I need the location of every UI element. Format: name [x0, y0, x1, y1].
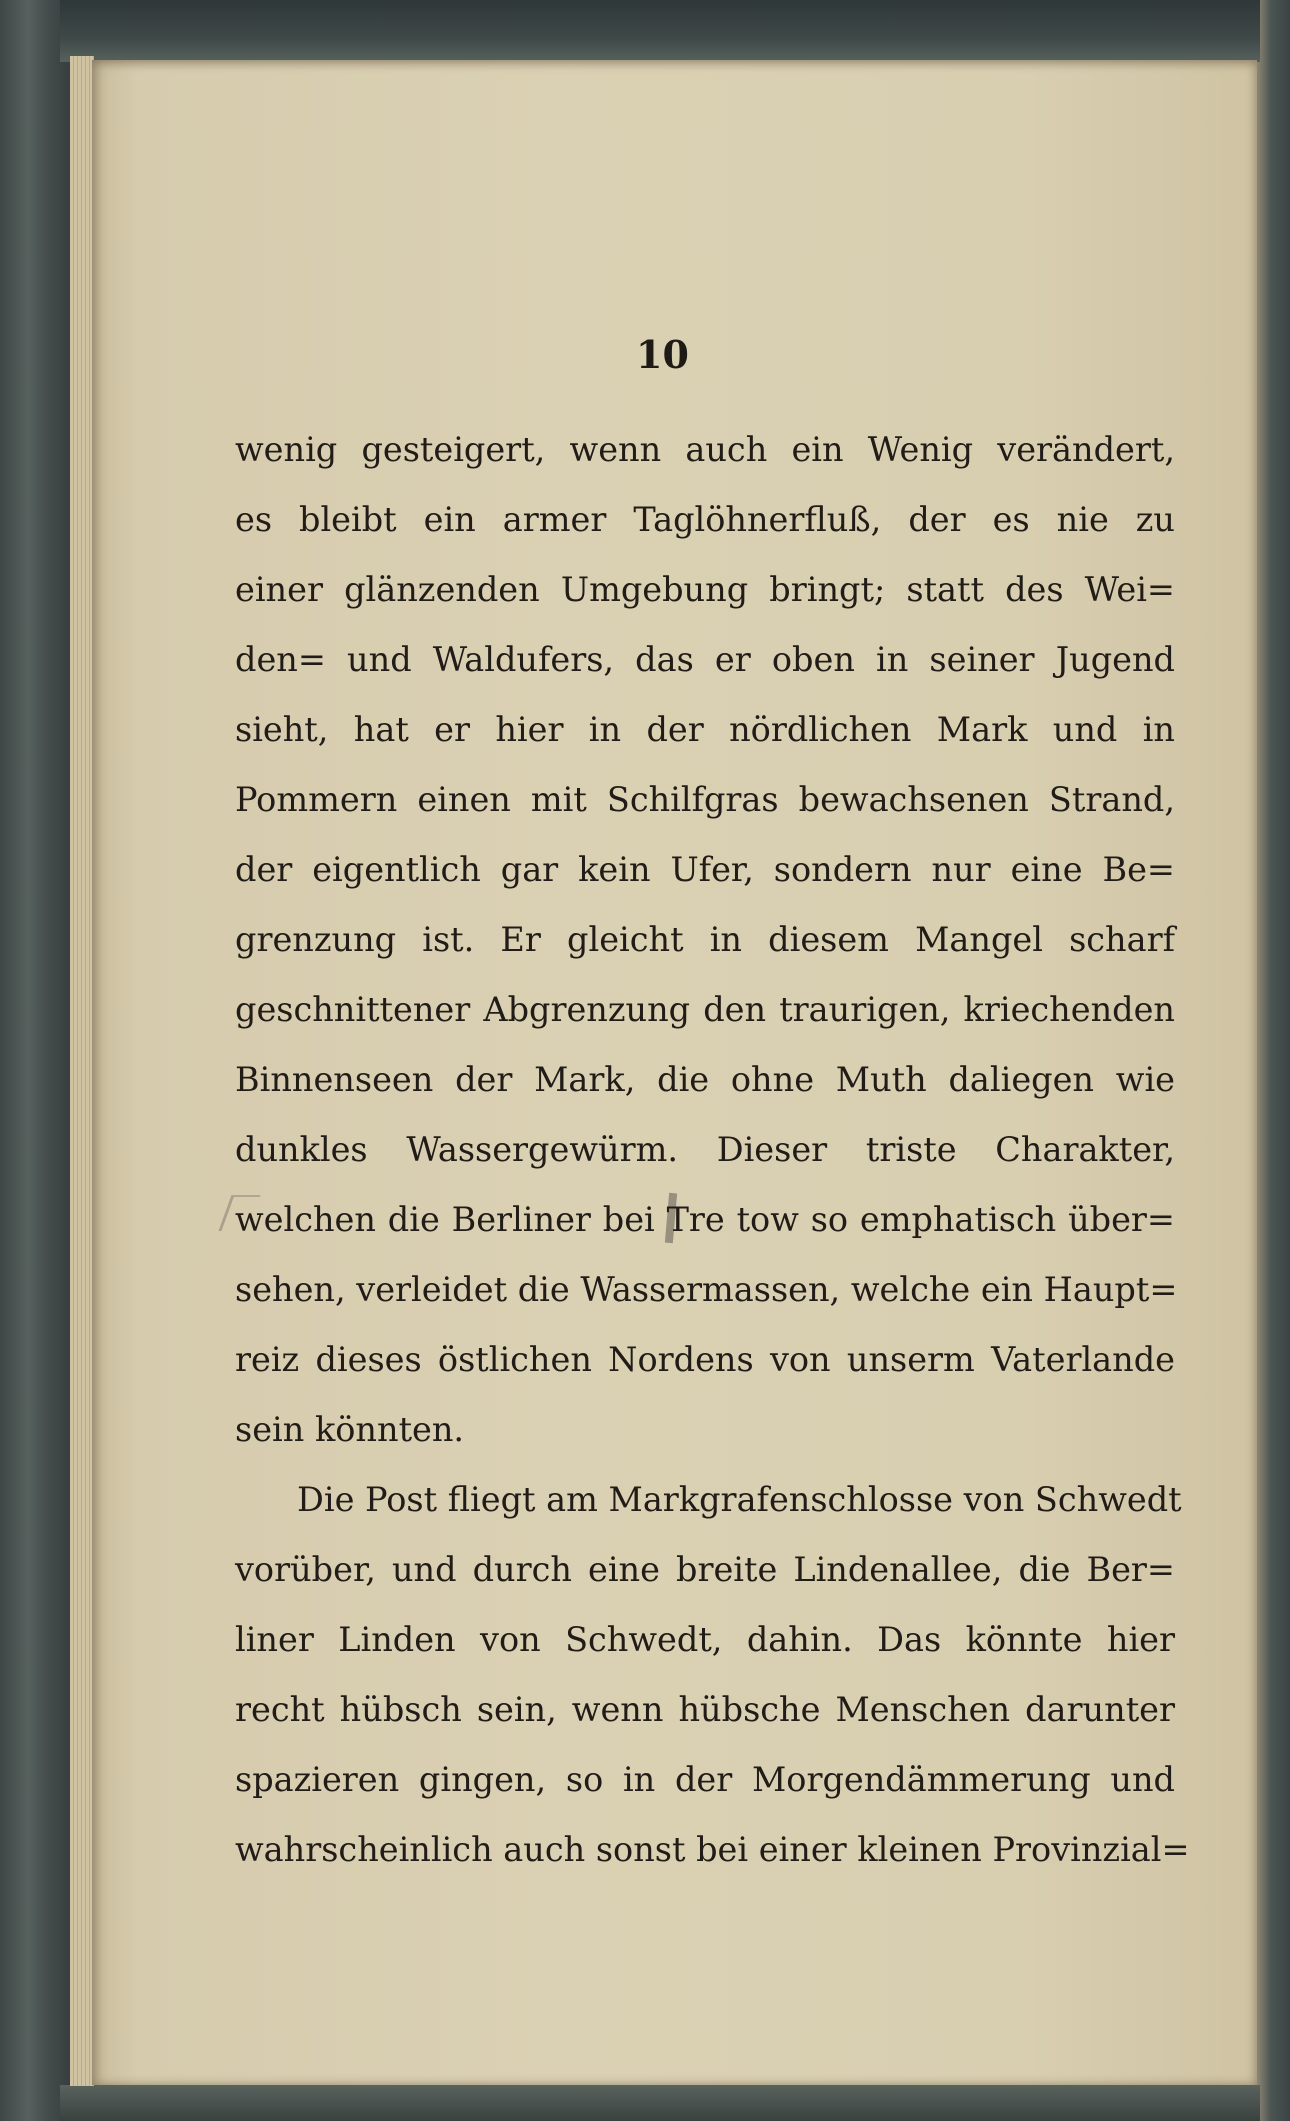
text-line: der eigentlich gar kein Ufer, sondern nur eine Be= [235, 850, 1175, 889]
top-edge [60, 0, 1260, 62]
page-number: 10 [636, 332, 689, 377]
text-line: es bleibt ein armer Taglöhnerfluß, der es nie zu [235, 500, 1175, 539]
bottom-edge [60, 2085, 1260, 2121]
text-line: Pommern einen mit Schilfgras bewachsenen Strand, [235, 780, 1175, 819]
text-line: sieht, hat er hier in der nördlichen Mark und in [235, 710, 1175, 749]
text-line: wahrscheinlich auch sonst bei einer kleinen Provinzial= [235, 1830, 1190, 1869]
text-line: Die Post fliegt am Markgrafenschlosse von Schwedt [297, 1480, 1182, 1519]
text-line: dunkles Wassergewürm. Dieser triste Charakter, [235, 1130, 1175, 1169]
page-text [235, 415, 1190, 1885]
text-line: vorüber, und durch eine breite Lindenallee, die Ber= [235, 1550, 1175, 1589]
text-line: reiz dieses östlichen Nordens von unserm Vaterlande [235, 1340, 1175, 1379]
text-line: recht hübsch sein, wenn hübsche Menschen darunter [235, 1690, 1175, 1729]
text-line: geschnittener Abgrenzung den traurigen, kriechenden [235, 990, 1175, 1029]
text-line: einer glänzenden Umgebung bringt; statt des Wei= [235, 570, 1175, 609]
book-binding [0, 0, 70, 2121]
book-page [92, 60, 1257, 2085]
text-line: grenzung ist. Er gleicht in diesem Mangel scharf [235, 920, 1175, 959]
text-line: den= und Waldufers, das er oben in seiner Jugend [235, 640, 1175, 679]
text-line: liner Linden von Schwedt, dahin. Das könnte hier [235, 1620, 1175, 1659]
text-line: Binnenseen der Mark, die ohne Muth daliegen wie [235, 1060, 1175, 1099]
text-line: wenig gesteigert, wenn auch ein Wenig verändert, [235, 430, 1175, 469]
text-line: spazieren gingen, so in der Morgendämmerung und [235, 1760, 1175, 1799]
text-line: sein könnten. [235, 1410, 465, 1449]
text-line: sehen, verleidet die Wassermassen, welche ein Haupt= [235, 1270, 1178, 1309]
text-line: welchen die Berliner bei Tre tow so emphatisch über= [235, 1200, 1175, 1239]
